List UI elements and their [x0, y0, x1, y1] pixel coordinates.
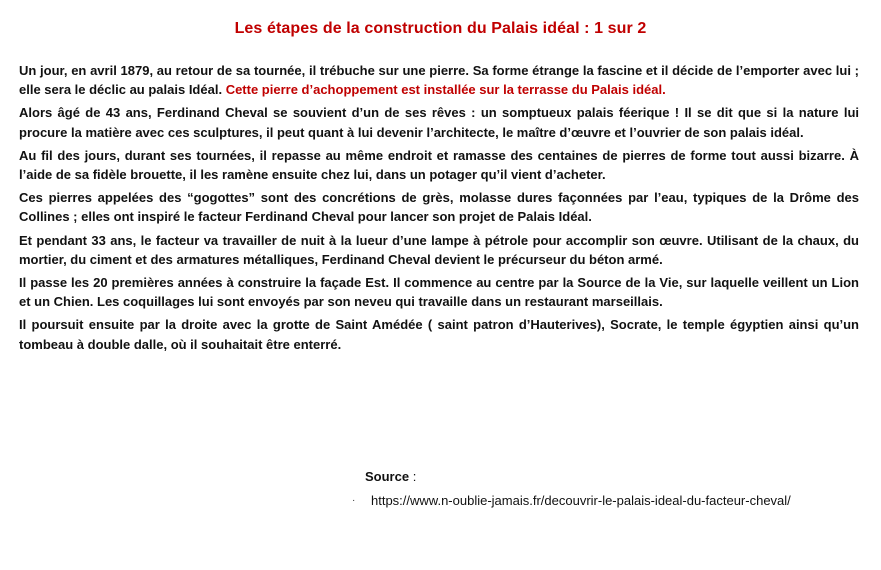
paragraph-5: Et pendant 33 ans, le facteur va travailler de nuit à la lueur d’une lampe à pétrole pour accomplir son œuvre. Utilisant de la chaux, du mortier, du ciment et des armatures métalliques, Ferdinand Cheval devient le précurseur du béton armé. [19, 232, 859, 267]
highlight-text: Cette pierre d’achoppement est installée sur la terrasse du Palais idéal. [225, 82, 666, 98]
source-heading [365, 467, 872, 486]
paragraph-4: Ces pierres appelées des “gogottes” sont des concrétions de grès, molasse dures façonnées par l’eau, typiques de la Drôme des Collines ; elles ont inspiré le facteur Ferdinand Cheval pour lancer son projet de Palais Idéal. [19, 190, 859, 225]
source-list-item [352, 491, 872, 510]
paragraph-text: Un jour, en avril 1879, au retour de sa tournée, il trébuche sur une pierre. Sa forme étrange la fascine et il décide de l’emporter avec lui ; elle sera le déclic au palais Idéal. [19, 63, 859, 98]
source-link[interactable]: https://www.n-oublie-jamais.fr/decouvrir-le-palais-ideal-du-facteur-cheval/ [371, 493, 791, 508]
paragraph-3: Au fil des jours, durant ses tournées, il repasse au même endroit et ramasse des centaines de pierres de forme tout aussi bizarre. À l’aide de sa fidèle brouette, il les ramène ensuite chez lui, dans un potager qu’il vient d’acheter. [19, 147, 859, 183]
paragraph-1 [19, 61, 859, 99]
source-section [352, 467, 872, 510]
article-body [19, 61, 859, 358]
paragraph-7: Il poursuit ensuite par la droite avec la grotte de Saint Amédée ( saint patron d’Hauterives), Socrate, le temple égyptien ainsi qu’un tombeau à double dalle, où il souhaitait être enterré. [19, 317, 859, 352]
source-colon: : [409, 469, 417, 484]
paragraph-6: Il passe les 20 premières années à construire la façade Est. Il commence au centre par la Source de la Vie, sur laquelle veillent un Lion et un Chien. Les coquillages lui sont envoyés par son neveu qui travaille dans un restaurant marseillais. [19, 275, 859, 310]
paragraph-2: Alors âgé de 43 ans, Ferdinand Cheval se souvient d’un de ses rêves : un somptueux palais féerique ! Il se dit que si la nature lui procure la matière avec ces sculptures, il peut quant à lui devenir l’architecte, le maître d’œuvre et l’ouvrier de son palais idéal. [19, 105, 859, 140]
bullet-icon: · [352, 495, 356, 506]
page-title: Les étapes de la construction du Palais idéal : 1 sur 2 [234, 20, 647, 37]
source-label: Source [365, 469, 410, 484]
